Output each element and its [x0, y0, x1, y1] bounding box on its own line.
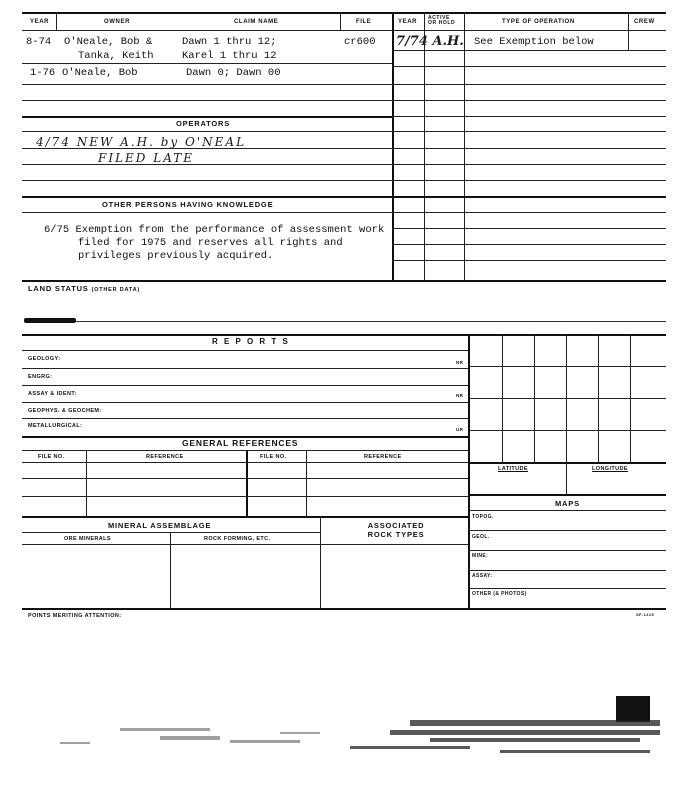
col-header-claim-name: CLAIM NAME — [234, 19, 279, 25]
col-header-active-hold: ACTIVE OR HOLD — [428, 15, 456, 26]
report-row-geology: GEOLOGY: — [28, 356, 61, 362]
col-header-file: FILE — [356, 19, 372, 25]
claim-owner: O'Neale, Bob — [62, 67, 138, 79]
gen-ref-col-reference: REFERENCE — [146, 454, 184, 460]
report-row-engrg: ENGRG: — [28, 374, 53, 380]
scan-smudge-line — [24, 318, 76, 323]
report-mark: NR — [456, 393, 464, 398]
claim-name: Dawn 0; Dawn 00 — [186, 67, 281, 79]
scan-noise-band — [0, 690, 678, 800]
maps-row-assay: ASSAY: — [472, 573, 493, 579]
note-line: privileges previously acquired. — [78, 250, 274, 262]
gen-ref-col-file-no-2: FILE NO. — [260, 454, 287, 460]
form-number: SF-1415 — [636, 612, 655, 617]
claim-name: Dawn 1 thru 12; — [182, 36, 277, 48]
claim-name: Karel 1 thru 12 — [182, 50, 277, 62]
operators-handwritten-line1: 4/74 NEW A.H. by O'NEAL — [36, 135, 247, 149]
general-references-title: GENERAL REFERENCES — [182, 438, 299, 448]
claim-active-handwritten: 7/74 A.H. — [396, 34, 464, 49]
col-header-owner: OWNER — [104, 19, 130, 25]
longitude-label: LONGITUDE — [592, 466, 628, 472]
operators-handwritten-line2: FILED LATE — [98, 151, 194, 165]
report-mark: NR — [456, 360, 464, 365]
col-header-year: YEAR — [30, 19, 50, 25]
claim-year: 8-74 — [26, 36, 52, 48]
land-status-label — [28, 284, 140, 293]
points-meriting-attention: POINTS MERITING ATTENTION: — [28, 613, 122, 619]
gen-ref-col-file-no: FILE NO. — [38, 454, 65, 460]
maps-row-geol: GEOL. — [472, 534, 490, 540]
latitude-label: LATITUDE — [498, 466, 528, 472]
col-header-year2: YEAR — [398, 19, 418, 25]
note-line: 6/75 Exemption from the performance of assessment work — [44, 224, 385, 236]
maps-title: MAPS — [555, 499, 580, 508]
report-row-geophys: GEOPHYS. & GEOCHEM: — [28, 408, 102, 414]
claim-file: cr600 — [344, 36, 376, 48]
claim-owner: O'Neale, Bob & — [64, 36, 153, 48]
rock-forming-label: ROCK FORMING, ETC. — [204, 536, 271, 542]
claim-operation: See Exemption below — [474, 36, 594, 48]
report-row-metallurgical: METALLURGICAL: — [28, 423, 83, 429]
note-line: filed for 1975 and reserves all rights and — [78, 237, 343, 249]
associated-rock-types: ASSOCIATED ROCK TYPES — [367, 521, 425, 539]
maps-row-topog: TOPOG. — [472, 514, 494, 520]
report-row-assay: ASSAY & IDENT: — [28, 391, 77, 397]
other-persons-title: OTHER PERSONS HAVING KNOWLEDGE — [102, 200, 274, 209]
gen-ref-col-reference-2: REFERENCE — [364, 454, 402, 460]
report-mark: UR — [456, 427, 464, 432]
reports-title: R E P O R T S — [212, 337, 290, 346]
col-header-crew: CREW — [634, 19, 655, 25]
col-header-type-of-operation: TYPE OF OPERATION — [502, 19, 575, 25]
mineral-assemblage-title: MINERAL ASSEMBLAGE — [108, 521, 212, 530]
land-status-sub: (OTHER DATA) — [91, 287, 140, 293]
claim-owner: Tanka, Keith — [78, 50, 154, 62]
ore-minerals-label: ORE MINERALS — [64, 536, 111, 542]
maps-row-mine: MINE: — [472, 553, 489, 559]
operators-title: OPERATORS — [176, 119, 231, 128]
land-status-title: LAND STATUS — [28, 284, 89, 293]
maps-row-other: OTHER (& PHOTOS) — [472, 591, 527, 597]
claim-year: 1-76 — [30, 67, 56, 79]
